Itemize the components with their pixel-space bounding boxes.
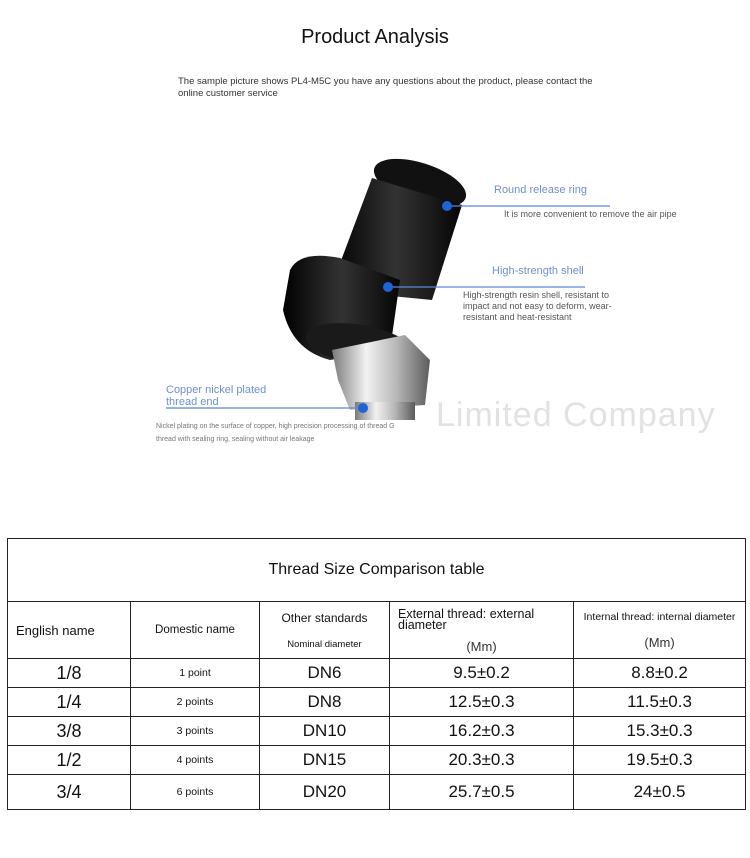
cell-english: 3/4 bbox=[8, 775, 131, 810]
table-row bbox=[8, 717, 746, 746]
header-other-sub: Nominal diameter bbox=[287, 638, 362, 650]
table-row bbox=[8, 746, 746, 775]
header-internal-label: Internal thread: internal diameter bbox=[583, 610, 736, 623]
callout-desc-release-ring: It is more convenient to remove the air pipe bbox=[504, 209, 677, 219]
callout-title-release-ring: Round release ring bbox=[494, 184, 587, 196]
cell-nominal: DN15 bbox=[260, 746, 390, 775]
cell-domestic: 6 points bbox=[131, 775, 260, 810]
fitting-icon bbox=[283, 149, 472, 420]
cell-internal: 19.5±0.3 bbox=[574, 746, 746, 775]
header-other-label: Other standards bbox=[281, 610, 368, 625]
callout-dot-1 bbox=[442, 201, 452, 211]
header-internal-sub: (Mm) bbox=[644, 634, 675, 650]
table-title: Thread Size Comparison table bbox=[8, 539, 746, 602]
cell-domestic: 3 points bbox=[131, 717, 260, 746]
header-domestic: Domestic name bbox=[131, 602, 260, 659]
cell-domestic: 1 point bbox=[131, 659, 260, 688]
cell-external: 12.5±0.3 bbox=[390, 688, 574, 717]
callout-desc-thread-end: Nickel plating on the surface of copper, high precision processing of thread G thread with sealing ring, sealing without air leakage bbox=[156, 423, 395, 443]
table-row bbox=[8, 775, 746, 810]
cell-english: 1/8 bbox=[8, 659, 131, 688]
thread-size-table bbox=[7, 538, 746, 810]
callout-title-thread-end: Copper nickel plated thread end bbox=[166, 384, 267, 408]
callout-title-shell: High-strength shell bbox=[492, 265, 584, 277]
header-internal bbox=[574, 602, 746, 659]
table-header-row bbox=[8, 602, 746, 659]
cell-english: 3/8 bbox=[8, 717, 131, 746]
cell-english: 1/2 bbox=[8, 746, 131, 775]
cell-domestic: 4 points bbox=[131, 746, 260, 775]
cell-internal: 15.3±0.3 bbox=[574, 717, 746, 746]
cell-external: 20.3±0.3 bbox=[390, 746, 574, 775]
cell-internal: 8.8±0.2 bbox=[574, 659, 746, 688]
cell-internal: 24±0.5 bbox=[574, 775, 746, 810]
header-external bbox=[390, 602, 574, 659]
watermark-text: Limited Company bbox=[436, 396, 716, 434]
callout-desc-shell: High-strength resin shell, resistant to impact and not easy to deform, wear-resistant and heat-resistant bbox=[463, 290, 612, 322]
cell-external: 9.5±0.2 bbox=[390, 659, 574, 688]
header-other bbox=[260, 602, 390, 659]
header-english: English name bbox=[8, 602, 131, 659]
callout-dot-3 bbox=[358, 403, 368, 413]
header-external-label: External thread: external diameter bbox=[398, 606, 535, 632]
table-row bbox=[8, 688, 746, 717]
cell-external: 16.2±0.3 bbox=[390, 717, 574, 746]
cell-nominal: DN10 bbox=[260, 717, 390, 746]
table-row bbox=[8, 659, 746, 688]
cell-domestic: 2 points bbox=[131, 688, 260, 717]
cell-external: 25.7±0.5 bbox=[390, 775, 574, 810]
cell-internal: 11.5±0.3 bbox=[574, 688, 746, 717]
header-external-sub: (Mm) bbox=[466, 638, 497, 654]
page-title: Product Analysis bbox=[301, 26, 449, 48]
page-subtitle: The sample picture shows PL4-M5C you have any questions about the product, please contact the online customer service bbox=[178, 76, 593, 99]
cell-nominal: DN6 bbox=[260, 659, 390, 688]
callout-dot-2 bbox=[383, 282, 393, 292]
cell-english: 1/4 bbox=[8, 688, 131, 717]
cell-nominal: DN8 bbox=[260, 688, 390, 717]
cell-nominal: DN20 bbox=[260, 775, 390, 810]
